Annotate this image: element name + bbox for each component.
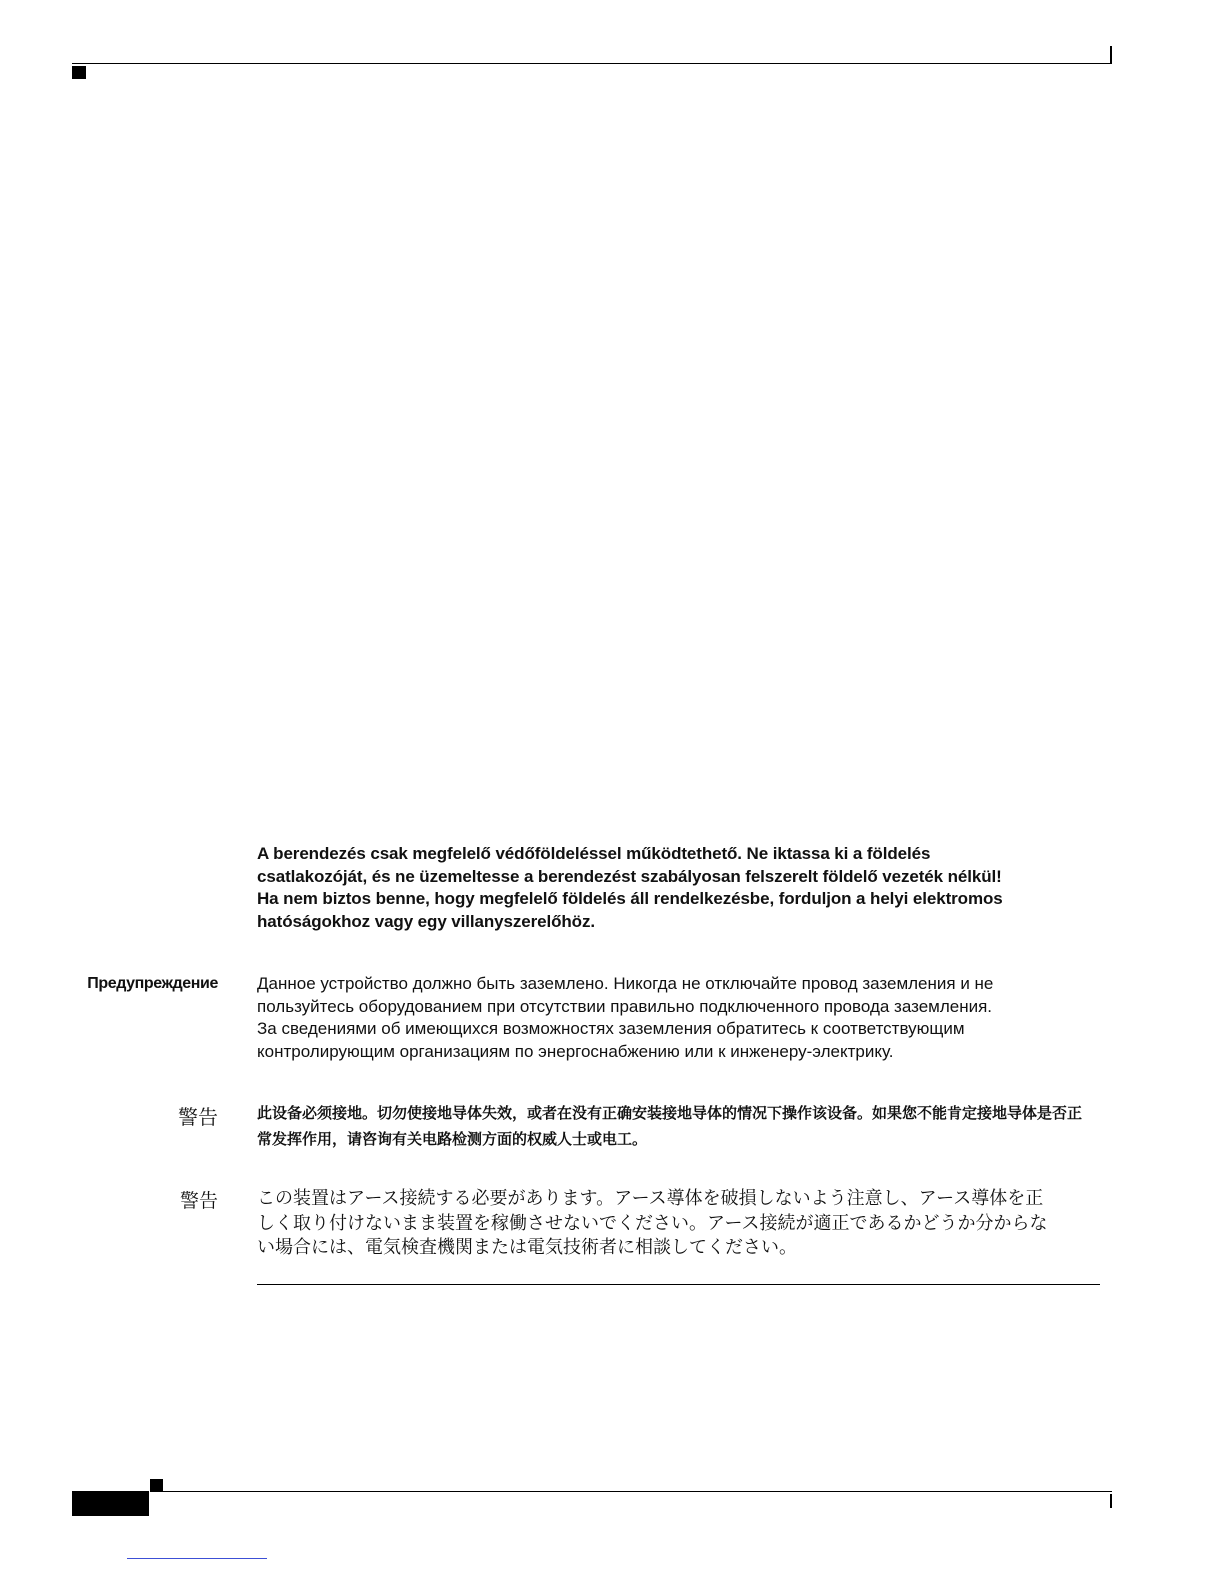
header-marker xyxy=(72,66,86,79)
footer-rule xyxy=(150,1491,1112,1492)
warning-line: Ha nem biztos benne, hogy megfelelő földelés áll rendelkezésbe, forduljon a helyi elektromos xyxy=(257,889,1003,909)
warning-line: Данное устройство должно быть заземлено. Никогда не отключайте провод заземления и не xyxy=(257,974,994,993)
warning-end-rule xyxy=(257,1284,1100,1285)
warning-line: контролирующим организациям по энергоснабжению или к инженеру-электрику. xyxy=(257,1042,894,1062)
warning-line: い場合には、電気検査機関または電気技術者に相談してください。 xyxy=(257,1237,797,1257)
header-rule xyxy=(72,63,1112,64)
warning-line: A berendezés csak megfelelő védőföldeléssel működtethető. Ne iktassa ki a földelés xyxy=(257,844,931,863)
warning-russian-text xyxy=(257,973,1107,1064)
warning-hungarian-text xyxy=(257,843,1107,934)
warning-japanese-text xyxy=(257,1186,1107,1260)
warning-chinese-label: 警告 xyxy=(178,1107,218,1129)
header-tick-mark xyxy=(1110,46,1112,64)
warning-line: пользуйтесь оборудованием при отсутствии правильно подключенного провода заземления. xyxy=(257,996,993,1016)
warning-line: За сведениями об имеющихся возможностях заземления обратитесь к соответствующим xyxy=(257,1019,965,1039)
footer-tick-mark xyxy=(1110,1494,1112,1508)
warning-line: この装置はアース接続する必要があります。アース導体を破損しないよう注意し、アース導体を正 xyxy=(257,1188,1044,1208)
page-number-block xyxy=(72,1491,149,1516)
warning-line: 常发挥作用，请咨询有关电路检测方面的权威人士或电工。 xyxy=(257,1131,648,1148)
warning-line: しく取り付けないまま装置を稼働させないでください。アース接続が適正であるかどうか分からな xyxy=(257,1212,1048,1233)
warning-russian-label: Предупреждение xyxy=(87,975,218,992)
warning-line: 此设备必须接地。切勿使接地导体失效，或者在没有正确安装接地导体的情况下操作该设备。如果您不能肯定接地导体是否正 xyxy=(257,1105,1083,1122)
warning-japanese-label: 警告 xyxy=(179,1191,218,1212)
footer-link-underline[interactable] xyxy=(127,1558,267,1559)
warning-line: hatóságokhoz vagy egy villanyszerelőhöz. xyxy=(257,912,595,932)
warning-chinese-text xyxy=(257,1101,1107,1153)
warning-line: csatlakozóját, és ne üzemeltesse a berendezést szabályosan felszerelt földelő vezeték nélkül! xyxy=(257,866,1002,886)
